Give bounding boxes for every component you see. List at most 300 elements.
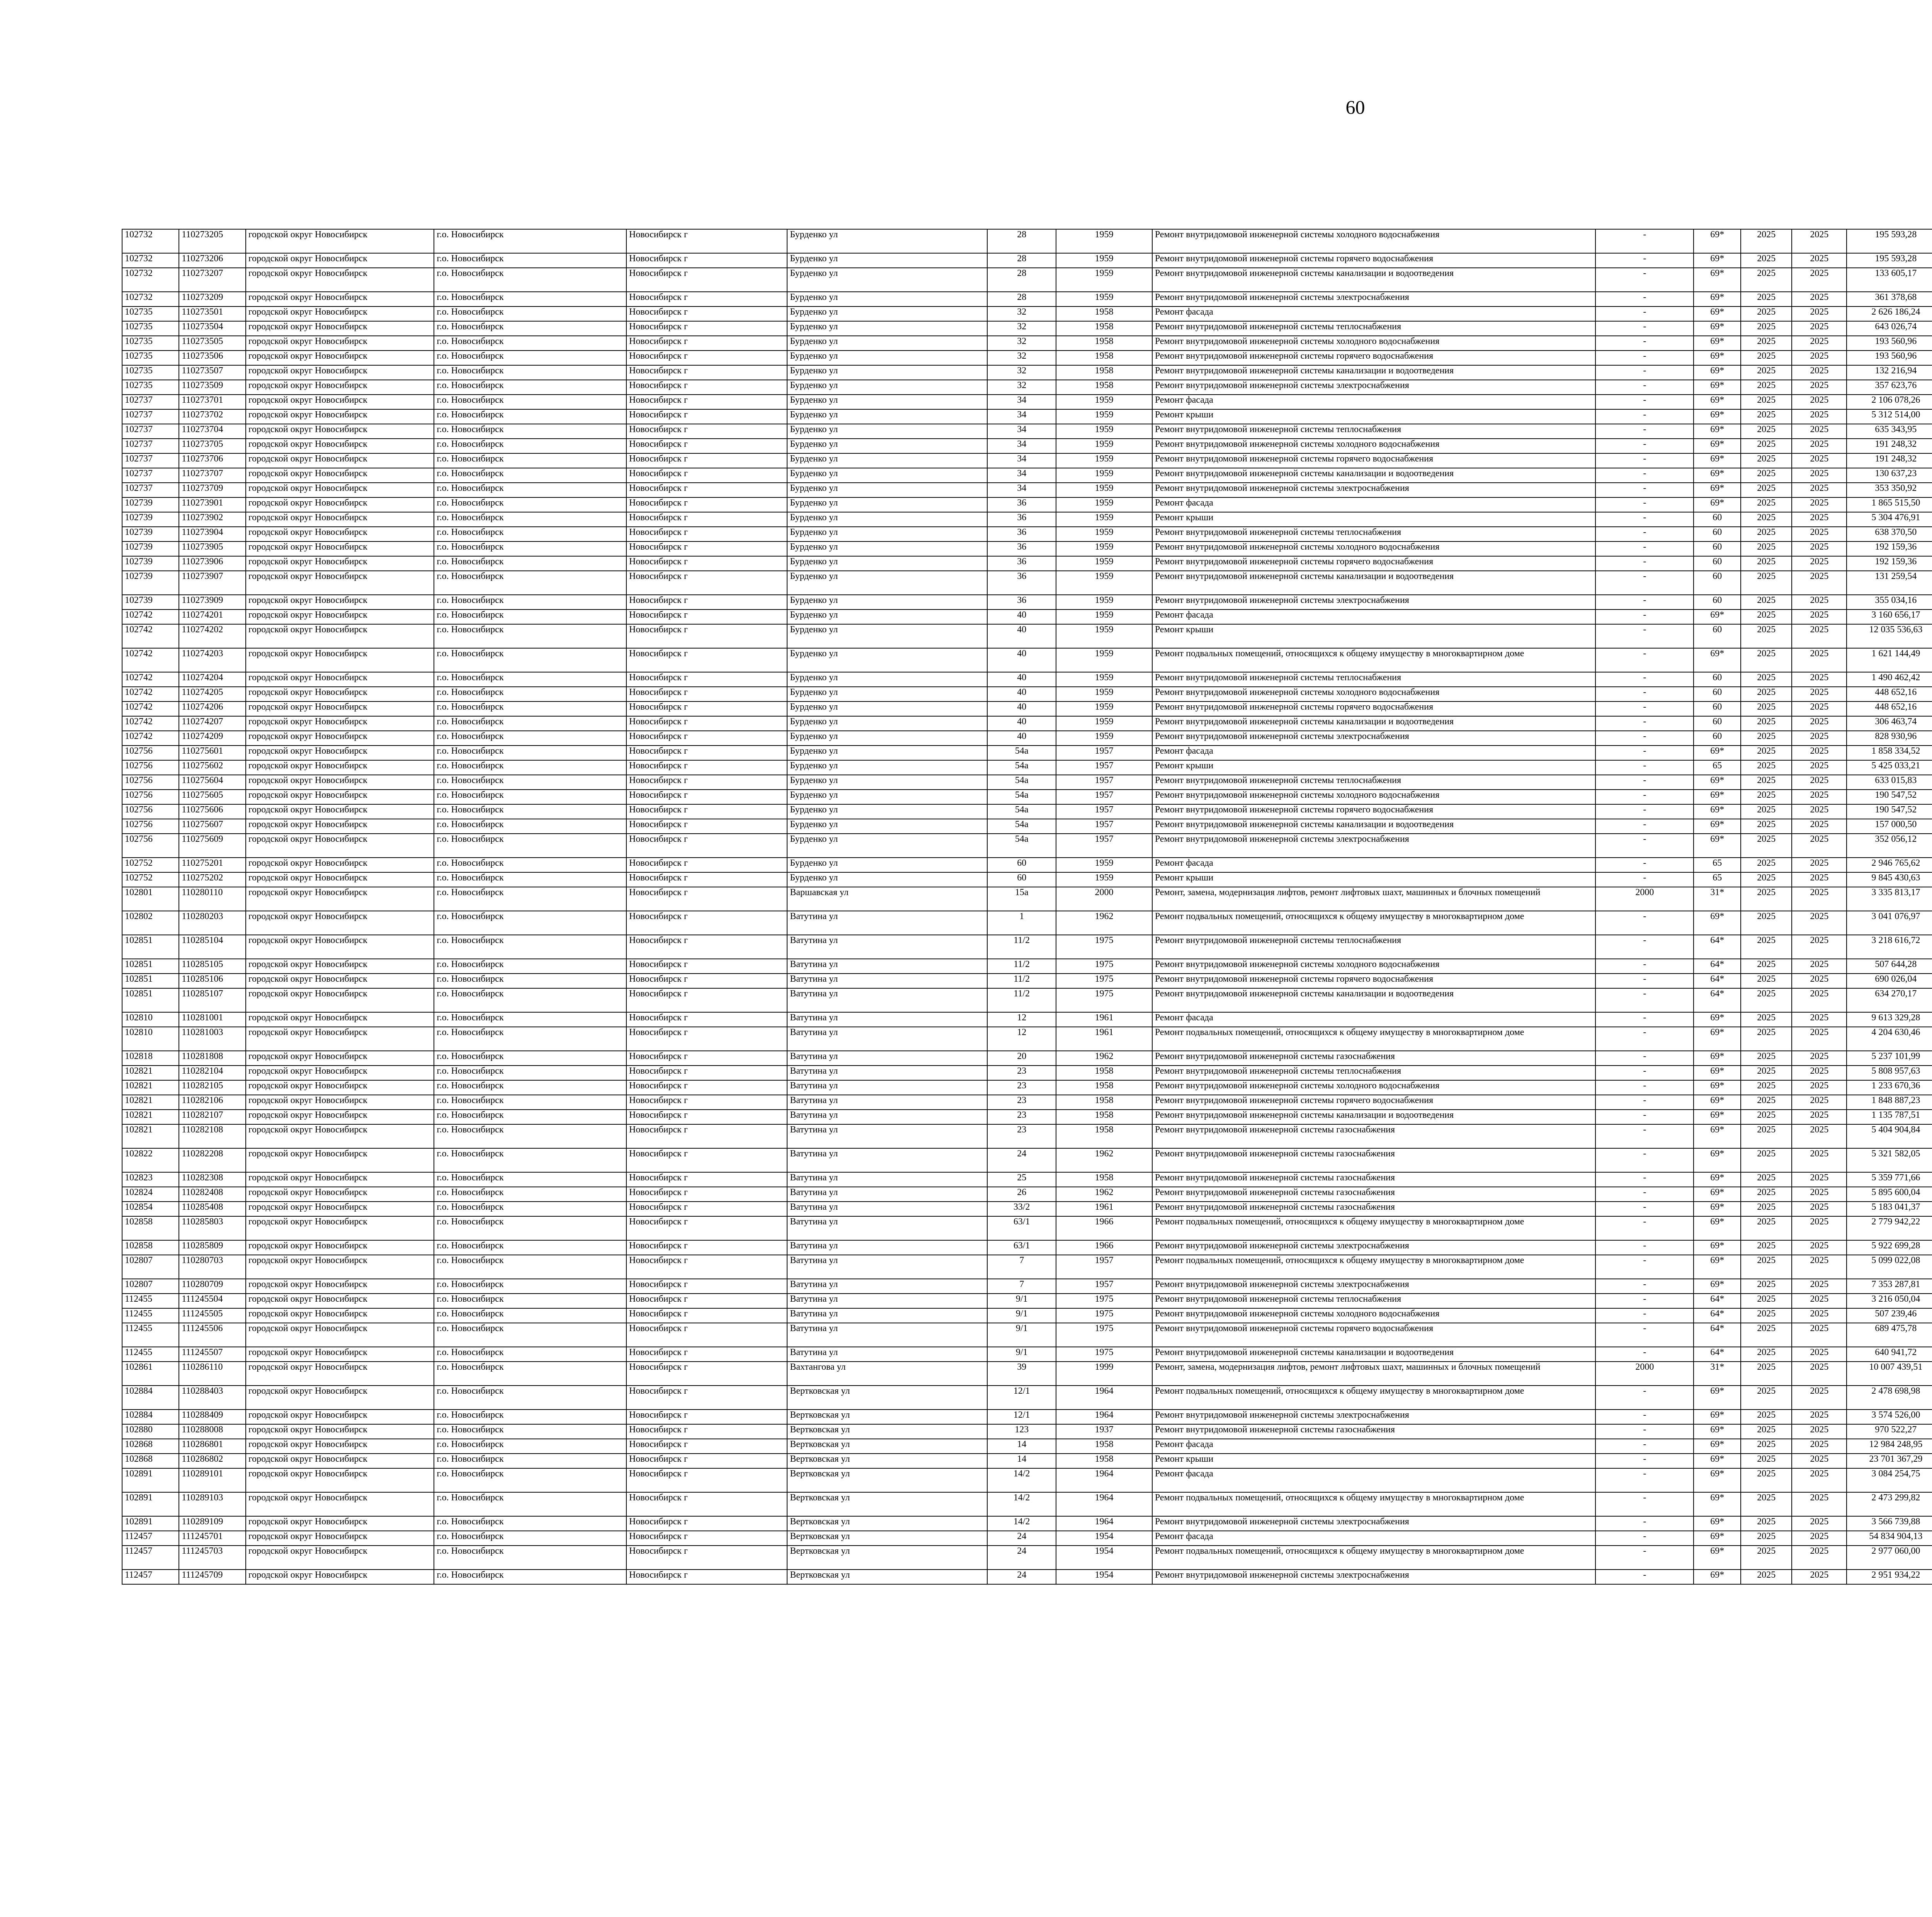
cell-c11: 2025 — [1741, 701, 1792, 716]
cell-sum1: 23 701 367,29 — [1847, 1454, 1932, 1468]
cell-c11: 2025 — [1741, 424, 1792, 439]
cell-year: 1961 — [1056, 1012, 1152, 1027]
cell-sum1: 5 237 101,99 — [1847, 1051, 1932, 1066]
cell-work: Ремонт фасада — [1152, 497, 1596, 512]
cell-municipality: городской округ Новосибирск — [246, 1546, 434, 1570]
cell-city: Новосибирск г — [626, 804, 787, 819]
cell-c10: 69* — [1694, 1012, 1741, 1027]
cell-c11: 2025 — [1741, 687, 1792, 701]
cell-c11: 2025 — [1741, 1439, 1792, 1454]
cell-street: Ватутина ул — [787, 1294, 987, 1308]
cell-c10: 69* — [1694, 1492, 1741, 1516]
cell-c11: 2025 — [1741, 497, 1792, 512]
cell-c9: - — [1595, 872, 1694, 887]
cell-id: 102851 — [122, 935, 179, 959]
cell-id: 102861 — [122, 1362, 179, 1386]
cell-code: 110289103 — [179, 1492, 246, 1516]
cell-c9: - — [1595, 790, 1694, 804]
cell-settlement: г.о. Новосибирск — [434, 229, 626, 253]
cell-c10: 60 — [1694, 595, 1741, 609]
cell-city: Новосибирск г — [626, 760, 787, 775]
cell-year: 1961 — [1056, 1202, 1152, 1216]
cell-settlement: г.о. Новосибирск — [434, 336, 626, 351]
cell-c9: - — [1595, 935, 1694, 959]
cell-sum1: 1 621 144,49 — [1847, 648, 1932, 672]
cell-year: 1959 — [1056, 595, 1152, 609]
cell-year: 1964 — [1056, 1410, 1152, 1424]
cell-house: 60 — [987, 872, 1056, 887]
cell-code: 110273209 — [179, 292, 246, 306]
cell-year: 1958 — [1056, 1110, 1152, 1124]
cell-house: 9/1 — [987, 1294, 1056, 1308]
cell-year: 1957 — [1056, 790, 1152, 804]
cell-work: Ремонт внутридомовой инженерной системы холодного водоснабжения — [1152, 541, 1596, 556]
cell-house: 23 — [987, 1124, 1056, 1148]
cell-street: Бурденко ул — [787, 512, 987, 527]
cell-work: Ремонт внутридомовой инженерной системы горячего водоснабжения — [1152, 804, 1596, 819]
cell-c9: - — [1595, 395, 1694, 409]
cell-work: Ремонт фасада — [1152, 1439, 1596, 1454]
table-row — [122, 858, 1932, 872]
cell-sum1: 5 312 514,00 — [1847, 409, 1932, 424]
cell-settlement: г.о. Новосибирск — [434, 1110, 626, 1124]
cell-id: 102742 — [122, 648, 179, 672]
cell-municipality: городской округ Новосибирск — [246, 229, 434, 253]
cell-c9: - — [1595, 624, 1694, 648]
cell-work: Ремонт подвальных помещений, относящихся к общему имуществу в многоквартирном доме — [1152, 911, 1596, 935]
table-row — [122, 306, 1932, 321]
cell-municipality: городской округ Новосибирск — [246, 1439, 434, 1454]
cell-municipality: городской округ Новосибирск — [246, 1362, 434, 1386]
cell-year: 1964 — [1056, 1468, 1152, 1492]
cell-municipality: городской округ Новосибирск — [246, 595, 434, 609]
cell-street: Ватутина ул — [787, 1027, 987, 1051]
cell-city: Новосибирск г — [626, 1468, 787, 1492]
cell-house: 54а — [987, 746, 1056, 760]
cell-settlement: г.о. Новосибирск — [434, 541, 626, 556]
cell-year: 1959 — [1056, 409, 1152, 424]
cell-street: Ватутина ул — [787, 1080, 987, 1095]
cell-c12: 2025 — [1792, 1172, 1847, 1187]
cell-municipality: городской округ Новосибирск — [246, 1424, 434, 1439]
cell-id: 102742 — [122, 624, 179, 648]
table-row — [122, 439, 1932, 453]
cell-c9: - — [1595, 453, 1694, 468]
cell-settlement: г.о. Новосибирск — [434, 672, 626, 687]
cell-c10: 64* — [1694, 974, 1741, 988]
cell-street: Ватутина ул — [787, 1124, 987, 1148]
cell-year: 1957 — [1056, 760, 1152, 775]
cell-code: 110282108 — [179, 1124, 246, 1148]
cell-c10: 60 — [1694, 571, 1741, 595]
cell-sum1: 1 233 670,36 — [1847, 1080, 1932, 1095]
table-row — [122, 351, 1932, 365]
cell-c11: 2025 — [1741, 1095, 1792, 1110]
cell-sum1: 3 041 076,97 — [1847, 911, 1932, 935]
cell-municipality: городской округ Новосибирск — [246, 380, 434, 395]
cell-c9: - — [1595, 858, 1694, 872]
cell-city: Новосибирск г — [626, 1362, 787, 1386]
cell-city: Новосибирск г — [626, 439, 787, 453]
cell-c9: - — [1595, 648, 1694, 672]
cell-year: 1975 — [1056, 1294, 1152, 1308]
cell-id: 102739 — [122, 512, 179, 527]
cell-municipality: городской округ Новосибирск — [246, 321, 434, 336]
cell-c9: - — [1595, 336, 1694, 351]
cell-sum1: 355 034,16 — [1847, 595, 1932, 609]
cell-settlement: г.о. Новосибирск — [434, 365, 626, 380]
cell-house: 54а — [987, 760, 1056, 775]
cell-street: Бурденко ул — [787, 760, 987, 775]
cell-work: Ремонт внутридомовой инженерной системы электроснабжения — [1152, 1570, 1596, 1584]
cell-sum1: 3 160 656,17 — [1847, 609, 1932, 624]
cell-street: Бурденко ул — [787, 541, 987, 556]
table-row — [122, 1546, 1932, 1570]
cell-c12: 2025 — [1792, 1110, 1847, 1124]
cell-year: 1959 — [1056, 687, 1152, 701]
cell-work: Ремонт крыши — [1152, 512, 1596, 527]
cell-year: 1958 — [1056, 365, 1152, 380]
cell-id: 102818 — [122, 1051, 179, 1066]
cell-municipality: городской округ Новосибирск — [246, 1202, 434, 1216]
cell-code: 110274203 — [179, 648, 246, 672]
cell-id: 102810 — [122, 1027, 179, 1051]
cell-c10: 69* — [1694, 1202, 1741, 1216]
table-row — [122, 1216, 1932, 1240]
cell-year: 1975 — [1056, 1323, 1152, 1347]
cell-settlement: г.о. Новосибирск — [434, 974, 626, 988]
cell-id: 102821 — [122, 1124, 179, 1148]
cell-c12: 2025 — [1792, 731, 1847, 746]
cell-city: Новосибирск г — [626, 380, 787, 395]
cell-house: 26 — [987, 1187, 1056, 1202]
cell-street: Вертковская ул — [787, 1454, 987, 1468]
cell-street: Бурденко ул — [787, 380, 987, 395]
cell-sum1: 193 560,96 — [1847, 351, 1932, 365]
cell-c11: 2025 — [1741, 1347, 1792, 1362]
cell-settlement: г.о. Новосибирск — [434, 1362, 626, 1386]
cell-code: 110274209 — [179, 731, 246, 746]
cell-house: 34 — [987, 439, 1056, 453]
cell-c10: 69* — [1694, 1410, 1741, 1424]
cell-c11: 2025 — [1741, 1531, 1792, 1546]
cell-settlement: г.о. Новосибирск — [434, 351, 626, 365]
cell-street: Бурденко ул — [787, 497, 987, 512]
cell-street: Бурденко ул — [787, 804, 987, 819]
cell-c10: 69* — [1694, 746, 1741, 760]
cell-year: 1957 — [1056, 1255, 1152, 1279]
cell-code: 110275601 — [179, 746, 246, 760]
table-row — [122, 1308, 1932, 1323]
cell-sum1: 132 216,94 — [1847, 365, 1932, 380]
cell-settlement: г.о. Новосибирск — [434, 306, 626, 321]
cell-year: 1962 — [1056, 1051, 1152, 1066]
cell-house: 28 — [987, 268, 1056, 292]
cell-id: 102891 — [122, 1468, 179, 1492]
cell-sum1: 643 026,74 — [1847, 321, 1932, 336]
cell-id: 102732 — [122, 253, 179, 268]
cell-settlement: г.о. Новосибирск — [434, 497, 626, 512]
cell-sum1: 1 135 787,51 — [1847, 1110, 1932, 1124]
cell-city: Новосибирск г — [626, 1439, 787, 1454]
cell-house: 32 — [987, 365, 1056, 380]
cell-work: Ремонт внутридомовой инженерной системы горячего водоснабжения — [1152, 351, 1596, 365]
cell-c9: - — [1595, 1240, 1694, 1255]
cell-c9: - — [1595, 1066, 1694, 1080]
cell-sum1: 2 951 934,22 — [1847, 1570, 1932, 1584]
cell-settlement: г.о. Новосибирск — [434, 804, 626, 819]
cell-id: 102822 — [122, 1148, 179, 1172]
cell-c11: 2025 — [1741, 1255, 1792, 1279]
cell-municipality: городской округ Новосибирск — [246, 872, 434, 887]
cell-city: Новосибирск г — [626, 1148, 787, 1172]
cell-settlement: г.о. Новосибирск — [434, 858, 626, 872]
table-row — [122, 911, 1932, 935]
cell-c9: - — [1595, 253, 1694, 268]
cell-street: Варшавская ул — [787, 887, 987, 911]
cell-sum1: 5 425 033,21 — [1847, 760, 1932, 775]
cell-municipality: городской округ Новосибирск — [246, 1516, 434, 1531]
cell-code: 110285809 — [179, 1240, 246, 1255]
cell-municipality: городской округ Новосибирск — [246, 292, 434, 306]
cell-c12: 2025 — [1792, 760, 1847, 775]
cell-city: Новосибирск г — [626, 1570, 787, 1584]
cell-c12: 2025 — [1792, 648, 1847, 672]
cell-c9: - — [1595, 1516, 1694, 1531]
cell-id: 102821 — [122, 1066, 179, 1080]
cell-year: 1958 — [1056, 1124, 1152, 1148]
cell-street: Вертковская ул — [787, 1546, 987, 1570]
cell-settlement: г.о. Новосибирск — [434, 887, 626, 911]
cell-house: 9/1 — [987, 1347, 1056, 1362]
cell-house: 24 — [987, 1531, 1056, 1546]
cell-sum1: 12 984 248,95 — [1847, 1439, 1932, 1454]
cell-c10: 64* — [1694, 935, 1741, 959]
cell-street: Бурденко ул — [787, 439, 987, 453]
table-row — [122, 268, 1932, 292]
cell-c12: 2025 — [1792, 512, 1847, 527]
cell-c12: 2025 — [1792, 1187, 1847, 1202]
cell-street: Ватутина ул — [787, 1202, 987, 1216]
cell-c12: 2025 — [1792, 453, 1847, 468]
cell-year: 1957 — [1056, 804, 1152, 819]
cell-street: Бурденко ул — [787, 609, 987, 624]
cell-sum1: 1 858 334,52 — [1847, 746, 1932, 760]
table-row — [122, 409, 1932, 424]
cell-c9: - — [1595, 595, 1694, 609]
cell-year: 1959 — [1056, 571, 1152, 595]
cell-sum1: 690 026,04 — [1847, 974, 1932, 988]
cell-c10: 64* — [1694, 988, 1741, 1012]
cell-house: 63/1 — [987, 1216, 1056, 1240]
cell-c9: - — [1595, 527, 1694, 541]
cell-settlement: г.о. Новосибирск — [434, 1347, 626, 1362]
cell-year: 1975 — [1056, 959, 1152, 974]
cell-house: 40 — [987, 624, 1056, 648]
cell-municipality: городской округ Новосибирск — [246, 687, 434, 701]
cell-house: 63/1 — [987, 1240, 1056, 1255]
cell-settlement: г.о. Новосибирск — [434, 834, 626, 858]
cell-city: Новосибирск г — [626, 512, 787, 527]
cell-work: Ремонт внутридомовой инженерной системы теплоснабжения — [1152, 424, 1596, 439]
cell-year: 1958 — [1056, 321, 1152, 336]
cell-street: Бурденко ул — [787, 701, 987, 716]
table-row — [122, 804, 1932, 819]
cell-c10: 69* — [1694, 1095, 1741, 1110]
cell-municipality: городской округ Новосибирск — [246, 409, 434, 424]
cell-c9: - — [1595, 1531, 1694, 1546]
cell-city: Новосибирск г — [626, 1410, 787, 1424]
cell-work: Ремонт внутридомовой инженерной системы газоснабжения — [1152, 1124, 1596, 1148]
cell-work: Ремонт фасада — [1152, 1531, 1596, 1546]
cell-year: 1975 — [1056, 935, 1152, 959]
cell-sum1: 3 566 739,88 — [1847, 1516, 1932, 1531]
cell-id: 102756 — [122, 819, 179, 834]
cell-sum1: 1 490 462,42 — [1847, 672, 1932, 687]
cell-municipality: городской округ Новосибирск — [246, 1080, 434, 1095]
cell-id: 112457 — [122, 1570, 179, 1584]
cell-municipality: городской округ Новосибирск — [246, 1323, 434, 1347]
table-row — [122, 395, 1932, 409]
cell-work: Ремонт внутридомовой инженерной системы электроснабжения — [1152, 1410, 1596, 1424]
cell-municipality: городской округ Новосибирск — [246, 541, 434, 556]
cell-settlement: г.о. Новосибирск — [434, 1066, 626, 1080]
cell-id: 102868 — [122, 1454, 179, 1468]
cell-c10: 69* — [1694, 253, 1741, 268]
cell-c11: 2025 — [1741, 1066, 1792, 1080]
cell-house: 40 — [987, 701, 1056, 716]
cell-id: 102732 — [122, 229, 179, 253]
cell-c9: - — [1595, 687, 1694, 701]
cell-sum1: 5 321 582,05 — [1847, 1148, 1932, 1172]
cell-street: Бурденко ул — [787, 571, 987, 595]
cell-sum1: 5 895 600,04 — [1847, 1187, 1932, 1202]
cell-street: Вертковская ул — [787, 1531, 987, 1546]
cell-year: 1959 — [1056, 395, 1152, 409]
cell-c9: 2000 — [1595, 1362, 1694, 1386]
cell-c9: - — [1595, 1410, 1694, 1424]
cell-id: 102756 — [122, 790, 179, 804]
cell-sum1: 131 259,54 — [1847, 571, 1932, 595]
cell-c10: 69* — [1694, 1124, 1741, 1148]
cell-c11: 2025 — [1741, 1323, 1792, 1347]
cell-settlement: г.о. Новосибирск — [434, 1051, 626, 1066]
cell-c12: 2025 — [1792, 253, 1847, 268]
cell-code: 110281808 — [179, 1051, 246, 1066]
cell-municipality: городской округ Новосибирск — [246, 1012, 434, 1027]
cell-street: Бурденко ул — [787, 595, 987, 609]
cell-settlement: г.о. Новосибирск — [434, 1323, 626, 1347]
cell-municipality: городской округ Новосибирск — [246, 1347, 434, 1362]
cell-city: Новосибирск г — [626, 1187, 787, 1202]
cell-house: 23 — [987, 1066, 1056, 1080]
cell-code: 110282107 — [179, 1110, 246, 1124]
cell-c9: - — [1595, 1187, 1694, 1202]
cell-work: Ремонт внутридомовой инженерной системы канализации и водоотведения — [1152, 1110, 1596, 1124]
cell-year: 1959 — [1056, 497, 1152, 512]
cell-c10: 69* — [1694, 1468, 1741, 1492]
table-row — [122, 1279, 1932, 1294]
cell-year: 1966 — [1056, 1240, 1152, 1255]
cell-c11: 2025 — [1741, 1294, 1792, 1308]
cell-c10: 69* — [1694, 497, 1741, 512]
cell-c9: - — [1595, 1454, 1694, 1468]
cell-code: 110274201 — [179, 609, 246, 624]
cell-sum1: 192 159,36 — [1847, 541, 1932, 556]
cell-street: Бурденко ул — [787, 395, 987, 409]
cell-c10: 60 — [1694, 512, 1741, 527]
cell-house: 34 — [987, 395, 1056, 409]
cell-c10: 69* — [1694, 834, 1741, 858]
cell-c11: 2025 — [1741, 1424, 1792, 1439]
cell-settlement: г.о. Новосибирск — [434, 775, 626, 790]
cell-year: 1964 — [1056, 1492, 1152, 1516]
cell-c11: 2025 — [1741, 887, 1792, 911]
cell-c12: 2025 — [1792, 887, 1847, 911]
cell-sum1: 448 652,16 — [1847, 687, 1932, 701]
cell-city: Новосибирск г — [626, 595, 787, 609]
cell-year: 1962 — [1056, 1148, 1152, 1172]
cell-code: 110282106 — [179, 1095, 246, 1110]
cell-id: 102801 — [122, 887, 179, 911]
cell-c11: 2025 — [1741, 1362, 1792, 1386]
cell-street: Бурденко ул — [787, 790, 987, 804]
cell-municipality: городской округ Новосибирск — [246, 439, 434, 453]
cell-city: Новосибирск г — [626, 872, 787, 887]
cell-c11: 2025 — [1741, 1492, 1792, 1516]
cell-house: 40 — [987, 609, 1056, 624]
cell-c9: - — [1595, 1124, 1694, 1148]
cell-c12: 2025 — [1792, 1516, 1847, 1531]
cell-work: Ремонт внутридомовой инженерной системы канализации и водоотведения — [1152, 268, 1596, 292]
cell-c12: 2025 — [1792, 819, 1847, 834]
cell-c10: 69* — [1694, 292, 1741, 306]
cell-c9: - — [1595, 959, 1694, 974]
cell-c9: - — [1595, 775, 1694, 790]
cell-city: Новосибирск г — [626, 497, 787, 512]
cell-sum1: 10 007 439,51 — [1847, 1362, 1932, 1386]
cell-street: Бурденко ул — [787, 468, 987, 483]
cell-settlement: г.о. Новосибирск — [434, 959, 626, 974]
cell-c9: - — [1595, 819, 1694, 834]
cell-id: 102737 — [122, 468, 179, 483]
cell-street: Ватутина ул — [787, 1012, 987, 1027]
cell-city: Новосибирск г — [626, 1027, 787, 1051]
cell-sum1: 5 183 041,37 — [1847, 1202, 1932, 1216]
cell-c9: - — [1595, 556, 1694, 571]
cell-c12: 2025 — [1792, 1080, 1847, 1095]
cell-id: 102858 — [122, 1240, 179, 1255]
cell-c11: 2025 — [1741, 1148, 1792, 1172]
cell-c12: 2025 — [1792, 229, 1847, 253]
cell-id: 112455 — [122, 1347, 179, 1362]
cell-c12: 2025 — [1792, 716, 1847, 731]
cell-c9: - — [1595, 1051, 1694, 1066]
cell-house: 7 — [987, 1255, 1056, 1279]
cell-settlement: г.о. Новосибирск — [434, 1468, 626, 1492]
cell-sum1: 9 613 329,28 — [1847, 1012, 1932, 1027]
cell-c11: 2025 — [1741, 395, 1792, 409]
cell-sum1: 190 547,52 — [1847, 790, 1932, 804]
cell-sum1: 195 593,28 — [1847, 253, 1932, 268]
cell-c11: 2025 — [1741, 1027, 1792, 1051]
cell-year: 1962 — [1056, 911, 1152, 935]
cell-c10: 69* — [1694, 229, 1741, 253]
cell-year: 1958 — [1056, 1439, 1152, 1454]
cell-sum1: 54 834 904,13 — [1847, 1531, 1932, 1546]
cell-work: Ремонт внутридомовой инженерной системы газоснабжения — [1152, 1424, 1596, 1439]
cell-street: Бурденко ул — [787, 453, 987, 468]
